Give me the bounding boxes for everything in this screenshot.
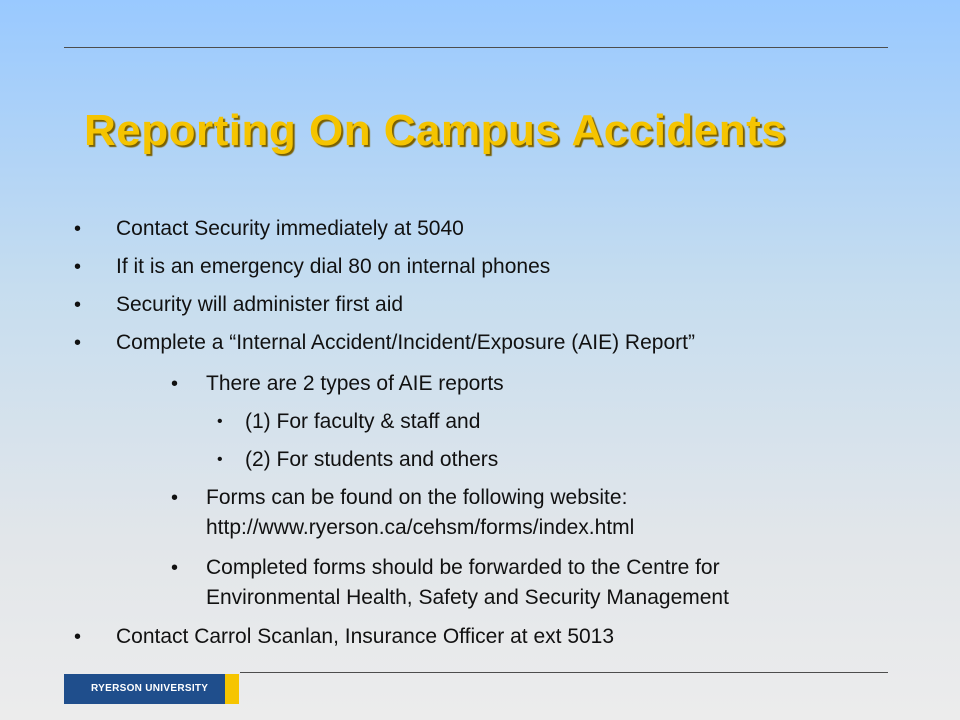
top-divider (64, 47, 888, 48)
sub-sub-bullet-item (217, 407, 481, 437)
bullet-item (74, 252, 551, 282)
bottom-divider (240, 672, 888, 673)
bullet-item (74, 622, 615, 652)
bullet-dot: • (74, 218, 82, 240)
sub-sub-bullet-item (217, 445, 499, 475)
sub-bullet-item (171, 483, 635, 543)
bullet-text: If it is an emergency dial 80 on internal phones (116, 255, 551, 278)
bullet-dot: • (217, 451, 223, 468)
bullet-text: Security will administer first aid (116, 293, 404, 316)
bullet-text: (2) For students and others (245, 448, 499, 471)
ryerson-logo (64, 674, 239, 704)
sub-bullet-item (171, 369, 504, 399)
bullet-dot: • (171, 487, 179, 509)
bullet-text: Contact Carrol Scanlan, Insurance Officer at ext 5013 (116, 625, 615, 648)
bullet-text: There are 2 types of AIE reports (206, 372, 504, 395)
bullet-text-line-2: Environmental Health, Safety and Security Management (206, 586, 729, 609)
bullet-text: Complete a “Internal Accident/Incident/Exposure (AIE) Report” (116, 331, 695, 354)
sub-bullet-item (171, 553, 729, 613)
slide-title: Reporting On Campus Accidents (84, 106, 787, 155)
bullet-dot: • (74, 256, 82, 278)
bullet-dot: • (74, 294, 82, 316)
bullet-dot: • (217, 413, 223, 430)
bullet-text-line-1: Completed forms should be forwarded to the Centre for (206, 556, 720, 579)
bullet-item (74, 328, 695, 358)
bullet-text: Contact Security immediately at 5040 (116, 217, 464, 240)
bullet-text: (1) For faculty & staff and (245, 410, 481, 433)
bullet-dot: • (171, 373, 179, 395)
logo-text: RYERSON UNIVERSITY (91, 683, 209, 694)
bullet-item (74, 214, 464, 244)
website-url[interactable]: http://www.ryerson.ca/cehsm/forms/index.html (206, 516, 635, 539)
logo-accent-stripe (225, 674, 239, 704)
bullet-text-line-1: Forms can be found on the following website: (206, 486, 628, 509)
bullet-dot: • (74, 332, 82, 354)
bullet-dot: • (171, 557, 179, 579)
bullet-dot: • (74, 626, 82, 648)
bullet-item (74, 290, 404, 320)
